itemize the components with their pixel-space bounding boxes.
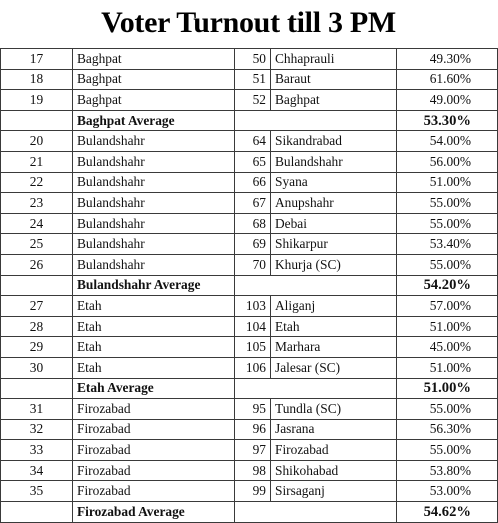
district-average-turnout: 54.62%: [397, 502, 498, 523]
district-average-turnout: 54.20%: [397, 275, 498, 296]
constituency-number-cell: 98: [235, 460, 271, 481]
constituency-name-cell: Bulandshahr: [271, 151, 397, 172]
serial-number-cell: 24: [1, 213, 73, 234]
constituency-name-cell: Marhara: [271, 337, 397, 358]
district-average-row: [1, 378, 498, 399]
table-row: [1, 460, 498, 481]
constituency-name-cell: Baghpat: [271, 90, 397, 111]
table-row: [1, 172, 498, 193]
constituency-number-cell: 96: [235, 419, 271, 440]
turnout-cell: 45.00%: [397, 337, 498, 358]
serial-number-cell: 31: [1, 399, 73, 420]
constituency-name-cell: Debai: [271, 213, 397, 234]
constituency-number-cell: 105: [235, 337, 271, 358]
turnout-cell: 51.00%: [397, 357, 498, 378]
district-cell: Firozabad: [73, 440, 235, 461]
table-row: [1, 131, 498, 152]
constituency-number-cell: 99: [235, 481, 271, 502]
serial-number-cell: 29: [1, 337, 73, 358]
district-average-turnout: 51.00%: [397, 378, 498, 399]
constituency-name-cell: Jalesar (SC): [271, 357, 397, 378]
table-row: [1, 440, 498, 461]
turnout-table-container: [0, 48, 497, 520]
turnout-cell: 55.00%: [397, 213, 498, 234]
constituency-name-cell: Aliganj: [271, 296, 397, 317]
constituency-number-cell: 70: [235, 254, 271, 275]
serial-number-cell: 23: [1, 193, 73, 214]
district-cell: Bulandshahr: [73, 172, 235, 193]
constituency-number-cell: 104: [235, 316, 271, 337]
table-row: [1, 337, 498, 358]
serial-number-cell: 18: [1, 69, 73, 90]
constituency-name-cell: Tundla (SC): [271, 399, 397, 420]
constituency-name-cell: Shikarpur: [271, 234, 397, 255]
district-cell: Etah: [73, 337, 235, 358]
empty-cell: [235, 378, 397, 399]
serial-number-cell: 22: [1, 172, 73, 193]
empty-cell: [1, 275, 73, 296]
constituency-name-cell: Shikohabad: [271, 460, 397, 481]
constituency-name-cell: Firozabad: [271, 440, 397, 461]
empty-cell: [235, 275, 397, 296]
turnout-table: [0, 48, 498, 523]
table-row: [1, 296, 498, 317]
turnout-cell: 56.00%: [397, 151, 498, 172]
table-row: [1, 419, 498, 440]
district-average-label: Etah Average: [73, 378, 235, 399]
district-cell: Baghpat: [73, 69, 235, 90]
district-cell: Firozabad: [73, 419, 235, 440]
turnout-cell: 55.00%: [397, 193, 498, 214]
table-row: [1, 399, 498, 420]
district-average-label: Baghpat Average: [73, 110, 235, 131]
constituency-number-cell: 103: [235, 296, 271, 317]
constituency-name-cell: Baraut: [271, 69, 397, 90]
district-cell: Bulandshahr: [73, 151, 235, 172]
table-row: [1, 234, 498, 255]
constituency-number-cell: 66: [235, 172, 271, 193]
turnout-cell: 56.30%: [397, 419, 498, 440]
constituency-name-cell: Anupshahr: [271, 193, 397, 214]
table-row: [1, 357, 498, 378]
turnout-cell: 49.30%: [397, 49, 498, 70]
district-cell: Bulandshahr: [73, 131, 235, 152]
turnout-cell: 51.00%: [397, 316, 498, 337]
turnout-cell: 61.60%: [397, 69, 498, 90]
table-row: [1, 90, 498, 111]
table-row: [1, 254, 498, 275]
serial-number-cell: 33: [1, 440, 73, 461]
serial-number-cell: 35: [1, 481, 73, 502]
turnout-cell: 55.00%: [397, 440, 498, 461]
turnout-table-body: [1, 49, 498, 523]
constituency-number-cell: 64: [235, 131, 271, 152]
empty-cell: [235, 502, 397, 523]
constituency-number-cell: 51: [235, 69, 271, 90]
turnout-cell: 51.00%: [397, 172, 498, 193]
district-average-row: [1, 275, 498, 296]
empty-cell: [235, 110, 397, 131]
table-row: [1, 69, 498, 90]
turnout-cell: 53.00%: [397, 481, 498, 502]
empty-cell: [1, 502, 73, 523]
turnout-cell: 57.00%: [397, 296, 498, 317]
district-cell: Baghpat: [73, 49, 235, 70]
district-cell: Firozabad: [73, 481, 235, 502]
constituency-number-cell: 95: [235, 399, 271, 420]
constituency-number-cell: 97: [235, 440, 271, 461]
turnout-cell: 49.00%: [397, 90, 498, 111]
empty-cell: [1, 378, 73, 399]
table-row: [1, 316, 498, 337]
serial-number-cell: 21: [1, 151, 73, 172]
turnout-cell: 53.40%: [397, 234, 498, 255]
district-cell: Firozabad: [73, 399, 235, 420]
serial-number-cell: 25: [1, 234, 73, 255]
constituency-number-cell: 69: [235, 234, 271, 255]
constituency-name-cell: Khurja (SC): [271, 254, 397, 275]
constituency-name-cell: Syana: [271, 172, 397, 193]
turnout-cell: 55.00%: [397, 254, 498, 275]
constituency-name-cell: Chhaprauli: [271, 49, 397, 70]
constituency-number-cell: 106: [235, 357, 271, 378]
constituency-name-cell: Sirsaganj: [271, 481, 397, 502]
table-row: [1, 49, 498, 70]
constituency-number-cell: 65: [235, 151, 271, 172]
serial-number-cell: 32: [1, 419, 73, 440]
serial-number-cell: 34: [1, 460, 73, 481]
district-average-label: Bulandshahr Average: [73, 275, 235, 296]
constituency-name-cell: Etah: [271, 316, 397, 337]
constituency-number-cell: 67: [235, 193, 271, 214]
district-cell: Bulandshahr: [73, 213, 235, 234]
constituency-number-cell: 68: [235, 213, 271, 234]
serial-number-cell: 27: [1, 296, 73, 317]
district-cell: Bulandshahr: [73, 234, 235, 255]
district-cell: Bulandshahr: [73, 254, 235, 275]
district-cell: Bulandshahr: [73, 193, 235, 214]
serial-number-cell: 26: [1, 254, 73, 275]
turnout-cell: 53.80%: [397, 460, 498, 481]
constituency-name-cell: Jasrana: [271, 419, 397, 440]
table-row: [1, 481, 498, 502]
district-cell: Etah: [73, 357, 235, 378]
district-average-row: [1, 502, 498, 523]
district-cell: Firozabad: [73, 460, 235, 481]
turnout-cell: 54.00%: [397, 131, 498, 152]
serial-number-cell: 20: [1, 131, 73, 152]
serial-number-cell: 17: [1, 49, 73, 70]
table-row: [1, 193, 498, 214]
constituency-name-cell: Sikandrabad: [271, 131, 397, 152]
serial-number-cell: 19: [1, 90, 73, 111]
page-title: Voter Turnout till 3 PM: [101, 6, 396, 39]
district-average-row: [1, 110, 498, 131]
serial-number-cell: 28: [1, 316, 73, 337]
table-row: [1, 151, 498, 172]
table-row: [1, 213, 498, 234]
constituency-number-cell: 52: [235, 90, 271, 111]
serial-number-cell: 30: [1, 357, 73, 378]
district-average-turnout: 53.30%: [397, 110, 498, 131]
district-cell: Baghpat: [73, 90, 235, 111]
district-cell: Etah: [73, 316, 235, 337]
empty-cell: [1, 110, 73, 131]
constituency-number-cell: 50: [235, 49, 271, 70]
turnout-cell: 55.00%: [397, 399, 498, 420]
district-cell: Etah: [73, 296, 235, 317]
district-average-label: Firozabad Average: [73, 502, 235, 523]
